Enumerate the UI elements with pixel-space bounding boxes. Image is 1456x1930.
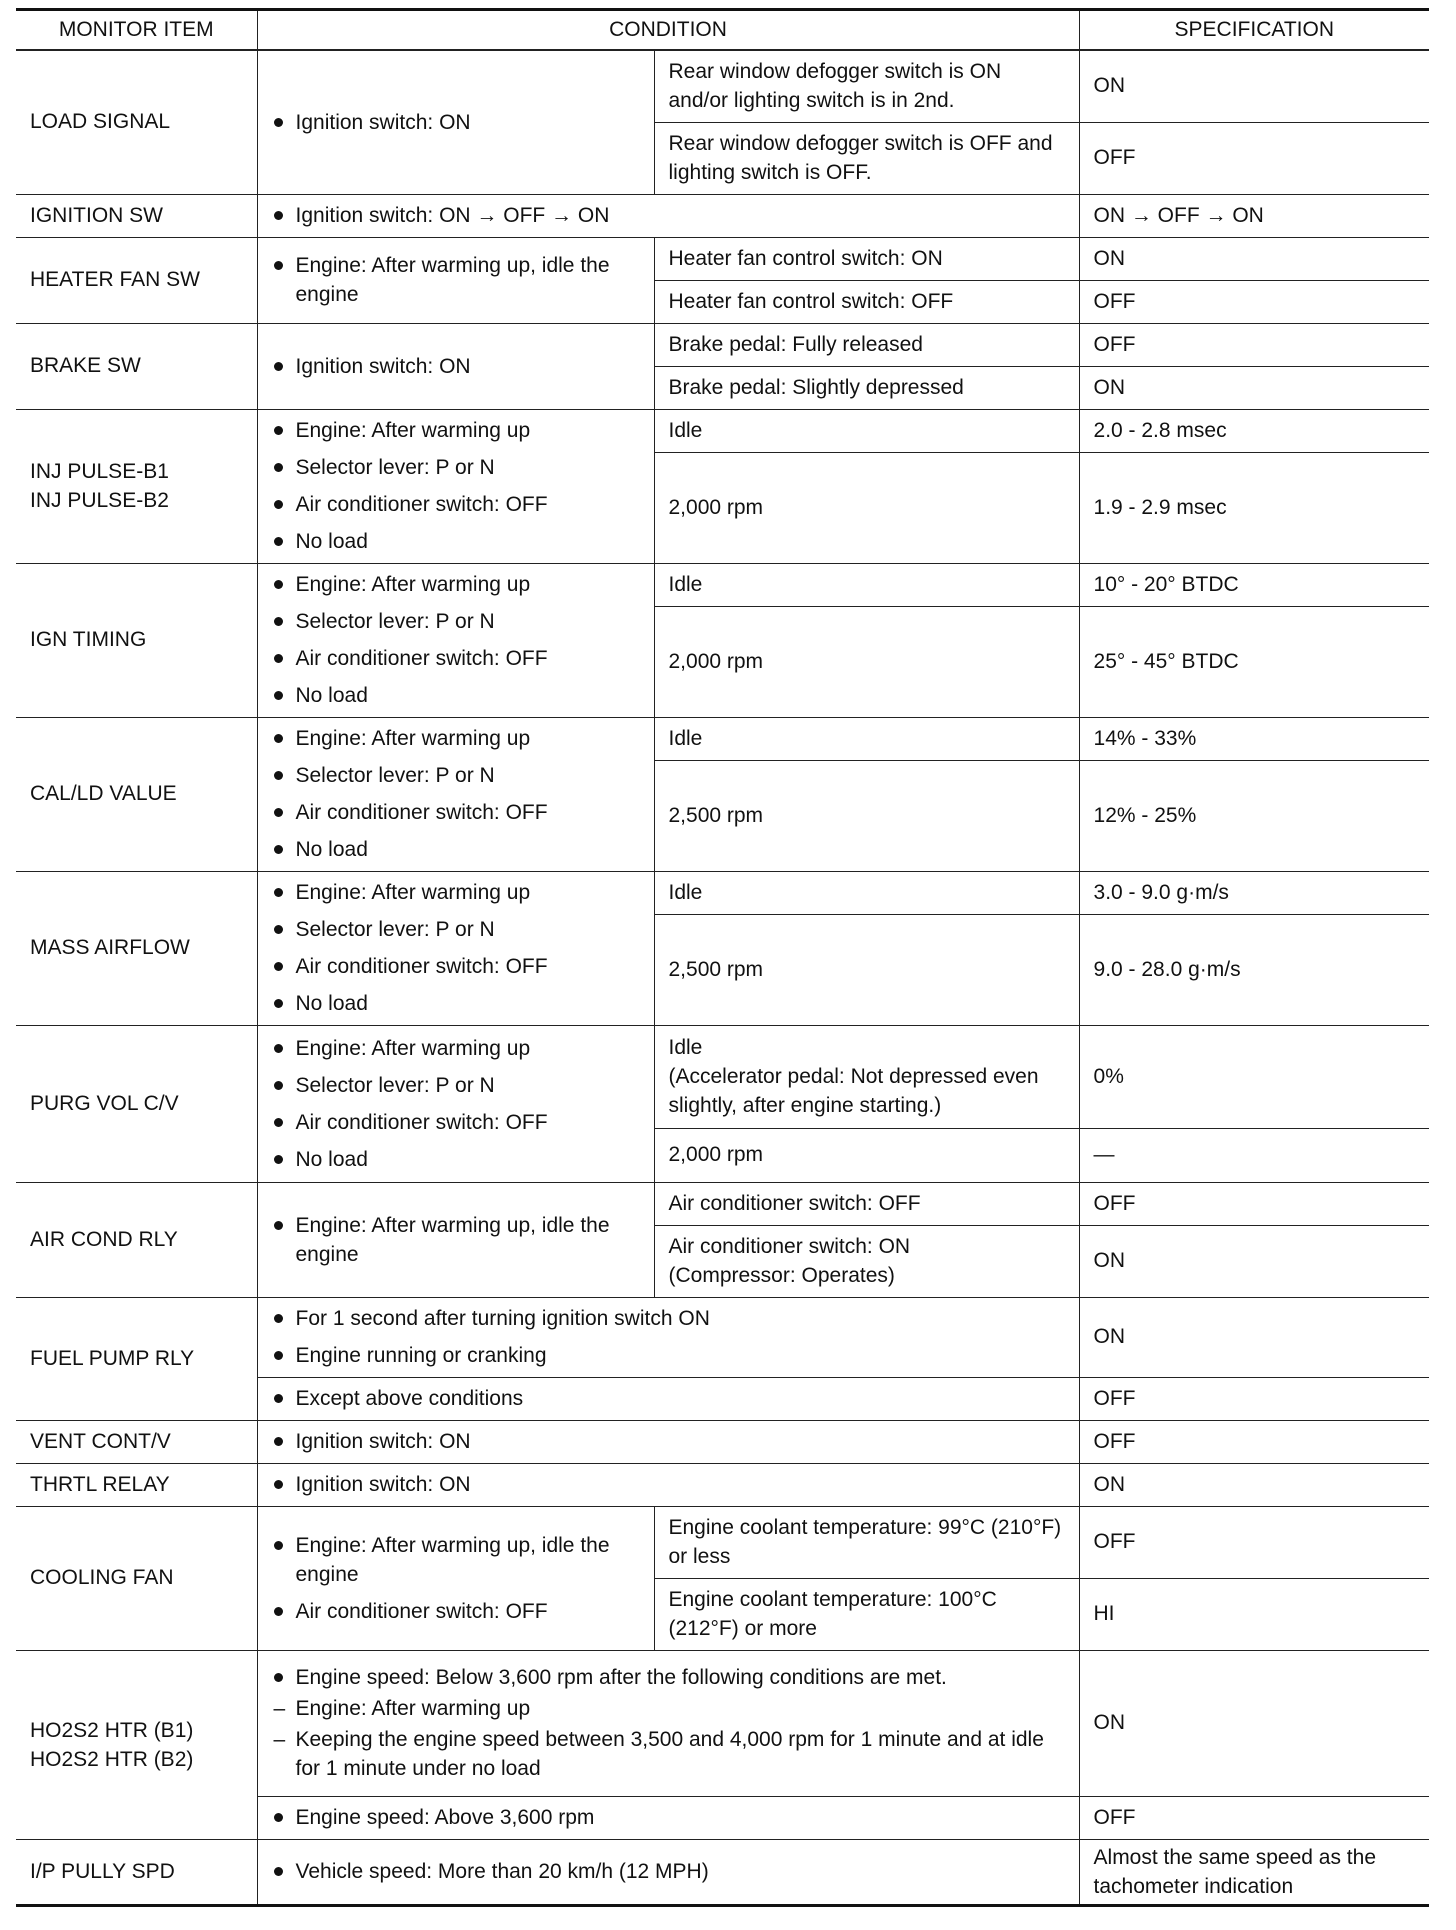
monitor-item-line: INJ PULSE-B2 (30, 489, 169, 512)
condition-bullet: No load (272, 1141, 640, 1178)
condition-cell (257, 194, 1079, 237)
spec-value: OFF (1079, 122, 1429, 194)
condition-bullet: Selector lever: P or N (272, 449, 640, 486)
spec-value: ON (1079, 50, 1429, 122)
monitor-item: THRTL RELAY (16, 1463, 257, 1506)
sub-condition-line: Air conditioner switch: ON (668, 1235, 911, 1258)
spec-value: OFF (1079, 1377, 1429, 1420)
condition-cell (257, 1839, 1079, 1905)
condition-dash: – Keeping the engine speed between 3,500 and 4,000 rpm for 1 minute and at idle for 1 minute under no load (272, 1725, 1065, 1783)
condition-bullet: Engine speed: Below 3,600 rpm after the following conditions are met. (272, 1663, 1065, 1692)
spec-value: Almost the same speed as the tachometer indication (1079, 1839, 1429, 1905)
sub-condition (654, 1225, 1079, 1297)
monitor-item-line: INJ PULSE-B1 (30, 460, 169, 483)
header-row (16, 10, 1429, 51)
condition-bullet: Engine: After warming up (272, 1030, 640, 1067)
table-row (16, 871, 1429, 914)
condition-bullet: Selector lever: P or N (272, 757, 640, 794)
monitor-item: MASS AIRFLOW (16, 871, 257, 1025)
sub-condition: Idle (654, 717, 1079, 760)
condition-bullet: Engine: After warming up, idle the engine (272, 1531, 640, 1589)
spec-value: 1.9 - 2.9 msec (1079, 452, 1429, 563)
condition-bullet: No load (272, 831, 640, 868)
monitor-item-line: HO2S2 HTR (B2) (30, 1747, 194, 1771)
monitor-item-line: HO2S2 HTR (B1) (30, 1718, 194, 1742)
header-monitor-item: MONITOR ITEM (16, 10, 257, 51)
table-row (16, 1463, 1429, 1506)
condition-cell (257, 1297, 1079, 1377)
sub-condition: Brake pedal: Slightly depressed (654, 366, 1079, 409)
spec-value: 12% - 25% (1079, 760, 1429, 871)
condition-bullet: Engine: After warming up (272, 566, 640, 603)
condition-bullet: Air conditioner switch: OFF (272, 1104, 640, 1141)
sub-condition: 2,500 rpm (654, 914, 1079, 1025)
spec-value: ON (1079, 1297, 1429, 1377)
condition-bullet: Selector lever: P or N (272, 911, 640, 948)
sub-condition: Engine coolant temperature: 100°C (212°F) or more (654, 1578, 1079, 1650)
spec-value: 3.0 - 9.0 g·m/s (1079, 871, 1429, 914)
table-row (16, 194, 1429, 237)
table-row (16, 1420, 1429, 1463)
monitor-spec-table (16, 8, 1429, 1907)
spec-value: OFF (1079, 1420, 1429, 1463)
table-row (16, 237, 1429, 280)
condition-cell (257, 50, 654, 194)
condition-bullet: Ignition switch: ON (272, 104, 640, 141)
sub-condition: 2,500 rpm (654, 760, 1079, 871)
sub-condition: Idle (654, 409, 1079, 452)
monitor-item: IGN TIMING (16, 563, 257, 717)
condition-bullet: Air conditioner switch: OFF (272, 640, 640, 677)
condition-bullet: Air conditioner switch: OFF (272, 1597, 640, 1626)
condition-cell (257, 1463, 1079, 1506)
condition-cell (257, 563, 654, 717)
sub-condition-line: (Compressor: Operates) (668, 1264, 895, 1287)
condition-bullet: Engine speed: Above 3,600 rpm (272, 1799, 1065, 1836)
spec-value: ON (1079, 1650, 1429, 1796)
spec-value: ON → OFF → ON (1079, 194, 1429, 237)
monitor-item: PURG VOL C/V (16, 1025, 257, 1182)
table-row (16, 563, 1429, 606)
condition-cell (257, 237, 654, 323)
condition-cell (257, 1420, 1079, 1463)
table-row (16, 1506, 1429, 1578)
table-row (16, 1025, 1429, 1128)
condition-bullet: Ignition switch: ON → OFF → ON (272, 197, 1065, 234)
condition-bullet: No load (272, 523, 640, 560)
condition-bullet: Engine running or cranking (272, 1337, 1065, 1374)
condition-bullet: No load (272, 677, 640, 714)
monitor-item (16, 409, 257, 563)
condition-cell (257, 1506, 654, 1650)
sub-condition: Idle (654, 563, 1079, 606)
sub-condition (654, 1025, 1079, 1128)
condition-bullet: Except above conditions (272, 1380, 1065, 1417)
sub-condition: Idle (654, 871, 1079, 914)
condition-bullet: Selector lever: P or N (272, 1067, 640, 1104)
spec-value: 10° - 20° BTDC (1079, 563, 1429, 606)
table-row (16, 1297, 1429, 1377)
table-row (16, 1650, 1429, 1796)
condition-bullet: For 1 second after turning ignition switch ON (272, 1300, 1065, 1337)
table-row (16, 50, 1429, 122)
condition-cell (257, 717, 654, 871)
spec-value: OFF (1079, 1182, 1429, 1225)
table-row (16, 323, 1429, 366)
monitor-item: VENT CONT/V (16, 1420, 257, 1463)
condition-bullet: Engine: After warming up (272, 412, 640, 449)
monitor-item: I/P PULLY SPD (16, 1839, 257, 1905)
condition-cell (257, 1025, 654, 1182)
condition-bullet: Engine: After warming up, idle the engine (272, 251, 640, 309)
spec-value: OFF (1079, 280, 1429, 323)
header-specification: SPECIFICATION (1079, 10, 1429, 51)
spec-value: ON (1079, 1225, 1429, 1297)
condition-cell (257, 409, 654, 563)
condition-bullet: Engine: After warming up (272, 720, 640, 757)
monitor-item: FUEL PUMP RLY (16, 1297, 257, 1420)
monitor-item: BRAKE SW (16, 323, 257, 409)
spec-value: 0% (1079, 1025, 1429, 1128)
condition-bullet: Engine: After warming up, idle the engine (272, 1211, 640, 1269)
condition-bullet: No load (272, 985, 640, 1022)
condition-bullet: Engine: After warming up (272, 874, 640, 911)
monitor-item: HEATER FAN SW (16, 237, 257, 323)
spec-value: 14% - 33% (1079, 717, 1429, 760)
condition-bullet: Ignition switch: ON (272, 1466, 1065, 1503)
header-condition: CONDITION (257, 10, 1079, 51)
condition-bullet: Ignition switch: ON (272, 348, 640, 385)
condition-cell (257, 1377, 1079, 1420)
spec-value: 25° - 45° BTDC (1079, 606, 1429, 717)
spec-value: 9.0 - 28.0 g·m/s (1079, 914, 1429, 1025)
sub-condition-line: Idle (668, 1036, 703, 1059)
condition-bullet: Selector lever: P or N (272, 603, 640, 640)
condition-cell (257, 871, 654, 1025)
spec-value: HI (1079, 1578, 1429, 1650)
condition-bullet: Air conditioner switch: OFF (272, 948, 640, 985)
condition-dash: – Engine: After warming up (272, 1694, 1065, 1723)
sub-condition: Rear window defogger switch is ON and/or lighting switch is in 2nd. (654, 50, 1079, 122)
condition-cell (257, 1650, 1079, 1796)
monitor-item: AIR COND RLY (16, 1182, 257, 1297)
sub-condition: Air conditioner switch: OFF (654, 1182, 1079, 1225)
condition-cell (257, 1796, 1079, 1839)
table-row (16, 409, 1429, 452)
spec-value: OFF (1079, 323, 1429, 366)
monitor-item: LOAD SIGNAL (16, 50, 257, 194)
condition-bullet: Vehicle speed: More than 20 km/h (12 MPH) (272, 1853, 1065, 1890)
sub-condition: Heater fan control switch: ON (654, 237, 1079, 280)
spec-value: 2.0 - 2.8 msec (1079, 409, 1429, 452)
table-row (16, 1182, 1429, 1225)
condition-bullet: Air conditioner switch: OFF (272, 486, 640, 523)
spec-value: — (1079, 1128, 1429, 1182)
monitor-item: IGNITION SW (16, 194, 257, 237)
condition-cell (257, 1182, 654, 1297)
sub-condition: 2,000 rpm (654, 606, 1079, 717)
condition-bullet: Air conditioner switch: OFF (272, 794, 640, 831)
sub-condition: 2,000 rpm (654, 452, 1079, 563)
monitor-item (16, 1650, 257, 1839)
monitor-item: CAL/LD VALUE (16, 717, 257, 871)
condition-bullet: Ignition switch: ON (272, 1423, 1065, 1460)
spec-value: ON (1079, 1463, 1429, 1506)
spec-value: OFF (1079, 1506, 1429, 1578)
sub-condition: 2,000 rpm (654, 1128, 1079, 1182)
sub-condition: Rear window defogger switch is OFF and lighting switch is OFF. (654, 122, 1079, 194)
table-row (16, 717, 1429, 760)
condition-cell (257, 323, 654, 409)
sub-condition-line: (Accelerator pedal: Not depressed even slightly, after engine starting.) (668, 1065, 1039, 1117)
sub-condition: Brake pedal: Fully released (654, 323, 1079, 366)
spec-value: ON (1079, 366, 1429, 409)
table-row (16, 1839, 1429, 1905)
monitor-item: COOLING FAN (16, 1506, 257, 1650)
sub-condition: Heater fan control switch: OFF (654, 280, 1079, 323)
sub-condition: Engine coolant temperature: 99°C (210°F) or less (654, 1506, 1079, 1578)
spec-value: OFF (1079, 1796, 1429, 1839)
spec-value: ON (1079, 237, 1429, 280)
